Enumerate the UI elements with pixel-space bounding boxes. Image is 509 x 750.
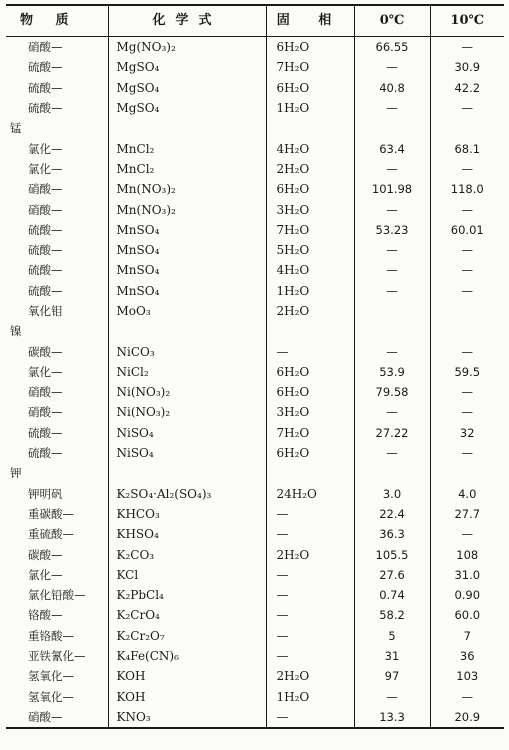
cell-solid-phase: — [266, 585, 354, 605]
cell-formula: MgSO₄ [108, 78, 266, 98]
table-row [6, 220, 504, 240]
cell-solid-phase: 5H₂O [266, 240, 354, 260]
cell-formula: K₂Cr₂O₇ [108, 626, 266, 646]
cell-formula: NiSO₄ [108, 423, 266, 443]
cell-substance: 硫酸— [28, 446, 63, 461]
cell-solubility-0c [354, 118, 430, 138]
table-row [6, 240, 504, 260]
cell-formula [108, 321, 266, 341]
cell-formula: MnSO₄ [108, 281, 266, 301]
cell-solubility-0c: 105.5 [354, 544, 430, 564]
cell-solid-phase: — [266, 605, 354, 625]
table-row [6, 484, 504, 504]
cell-solubility-0c: 36.3 [354, 524, 430, 544]
cell-solubility-0c: — [354, 159, 430, 179]
cell-formula [108, 118, 266, 138]
header-temp-10: 10℃ [430, 6, 504, 37]
cell-solubility-0c: 66.55 [354, 37, 430, 58]
cell-substance: 硝酸— [28, 405, 63, 420]
cell-solubility-10c: — [430, 199, 504, 219]
cell-formula: NiSO₄ [108, 443, 266, 463]
cell-solubility-0c: 13.3 [354, 707, 430, 727]
cell-solubility-0c: 101.98 [354, 179, 430, 199]
cell-substance: 硝酸— [28, 709, 63, 724]
table-row [6, 362, 504, 382]
table-row [6, 524, 504, 544]
cell-formula: MnSO₄ [108, 260, 266, 280]
table-row [6, 78, 504, 98]
cell-solubility-0c: 40.8 [354, 78, 430, 98]
table-row [6, 443, 504, 463]
cell-substance: 铬酸— [28, 608, 63, 623]
cell-solid-phase: 6H₂O [266, 78, 354, 98]
table-row [6, 341, 504, 361]
cell-solid-phase: — [266, 646, 354, 666]
cell-solubility-0c: 53.23 [354, 220, 430, 240]
cell-formula: MoO₃ [108, 301, 266, 321]
cell-solubility-10c: 118.0 [430, 179, 504, 199]
cell-solubility-0c: 27.22 [354, 423, 430, 443]
cell-substance: 氯化铅酸— [28, 588, 86, 603]
table-row [6, 707, 504, 727]
cell-solubility-0c: — [354, 341, 430, 361]
cell-solubility-0c [354, 321, 430, 341]
header-temp-0: 0℃ [354, 6, 430, 37]
cell-solubility-10c: 4.0 [430, 484, 504, 504]
cell-substance: 碳酸— [28, 547, 63, 562]
cell-solid-phase: 2H₂O [266, 301, 354, 321]
cell-formula: KNO₃ [108, 707, 266, 727]
cell-solid-phase: 7H₂O [266, 220, 354, 240]
table-row [6, 179, 504, 199]
cell-solubility-10c: — [430, 687, 504, 707]
cell-substance: 硫酸— [28, 283, 63, 298]
table-group-row [6, 321, 504, 341]
cell-formula: KHCO₃ [108, 504, 266, 524]
cell-solubility-10c: 108 [430, 544, 504, 564]
cell-solubility-10c: 60.0 [430, 605, 504, 625]
cell-substance: 氯化— [28, 161, 63, 176]
table-row [6, 260, 504, 280]
table-group-row [6, 463, 504, 483]
cell-solubility-10c: — [430, 341, 504, 361]
cell-solubility-10c: — [430, 98, 504, 118]
cell-substance: 硫酸— [28, 425, 63, 440]
cell-solubility-10c: 42.2 [430, 78, 504, 98]
table-row [6, 138, 504, 158]
cell-substance: 氢氧化— [28, 689, 74, 704]
cell-solid-phase: 4H₂O [266, 138, 354, 158]
cell-solubility-0c: — [354, 98, 430, 118]
cell-solubility-10c: 68.1 [430, 138, 504, 158]
cell-solid-phase: 6H₂O [266, 37, 354, 58]
cell-substance: 硝酸— [28, 40, 63, 55]
cell-solid-phase: — [266, 565, 354, 585]
cell-solubility-10c [430, 301, 504, 321]
header-formula: 化学式 [108, 6, 266, 37]
cell-formula: MgSO₄ [108, 57, 266, 77]
cell-solid-phase: 3H₂O [266, 199, 354, 219]
cell-substance: 氯化— [28, 141, 63, 156]
cell-solubility-0c: 5 [354, 626, 430, 646]
table-row [6, 504, 504, 524]
cell-substance: 重铬酸— [28, 628, 74, 643]
cell-solubility-10c: 60.01 [430, 220, 504, 240]
cell-solubility-0c [354, 463, 430, 483]
cell-substance: 硝酸— [28, 182, 63, 197]
table-row [6, 666, 504, 686]
cell-solubility-10c [430, 463, 504, 483]
cell-solubility-10c: 59.5 [430, 362, 504, 382]
cell-formula: MgSO₄ [108, 98, 266, 118]
cell-solubility-10c: — [430, 240, 504, 260]
cell-solid-phase: 6H₂O [266, 382, 354, 402]
cell-solubility-10c: 36 [430, 646, 504, 666]
cell-solid-phase: 2H₂O [266, 159, 354, 179]
cell-solubility-10c: 32 [430, 423, 504, 443]
cell-solubility-0c: — [354, 57, 430, 77]
cell-solubility-10c: — [430, 260, 504, 280]
cell-solubility-0c: — [354, 281, 430, 301]
cell-solubility-10c: — [430, 443, 504, 463]
cell-solid-phase: 1H₂O [266, 98, 354, 118]
cell-solid-phase: 7H₂O [266, 423, 354, 443]
cell-substance: 硫酸— [28, 80, 63, 95]
cell-solubility-10c: 7 [430, 626, 504, 646]
cell-formula: KOH [108, 687, 266, 707]
cell-substance: 碳酸— [28, 344, 63, 359]
cell-solid-phase [266, 463, 354, 483]
cell-substance: 重硫酸— [28, 527, 74, 542]
cell-solubility-0c: 22.4 [354, 504, 430, 524]
cell-solubility-10c: — [430, 382, 504, 402]
solubility-table [6, 6, 504, 727]
solubility-table-frame [6, 4, 504, 729]
cell-solubility-0c: — [354, 240, 430, 260]
cell-solid-phase: — [266, 524, 354, 544]
table-row [6, 605, 504, 625]
table-row [6, 199, 504, 219]
cell-substance: 氯化— [28, 364, 63, 379]
cell-formula: NiCO₃ [108, 341, 266, 361]
cell-solubility-10c: 103 [430, 666, 504, 686]
table-header-row [6, 6, 504, 37]
cell-solubility-0c: — [354, 402, 430, 422]
table-row [6, 544, 504, 564]
cell-formula: Mn(NO₃)₂ [108, 199, 266, 219]
cell-solubility-10c: 31.0 [430, 565, 504, 585]
cell-substance: 重碳酸— [28, 506, 74, 521]
table-group-row [6, 118, 504, 138]
cell-formula [108, 463, 266, 483]
cell-substance: 硫酸— [28, 222, 63, 237]
cell-formula: MnSO₄ [108, 220, 266, 240]
table-row [6, 423, 504, 443]
cell-formula: Ni(NO₃)₂ [108, 382, 266, 402]
cell-solubility-10c: — [430, 402, 504, 422]
cell-solubility-10c: — [430, 524, 504, 544]
cell-solid-phase [266, 321, 354, 341]
table-row [6, 37, 504, 58]
cell-substance: 氢氧化— [28, 669, 74, 684]
cell-formula: MnCl₂ [108, 138, 266, 158]
cell-solubility-0c: 58.2 [354, 605, 430, 625]
cell-substance: 钾明矾 [28, 486, 63, 501]
cell-substance: 硫酸— [28, 243, 63, 258]
cell-solubility-10c: — [430, 159, 504, 179]
cell-formula: Mn(NO₃)₂ [108, 179, 266, 199]
cell-solubility-10c [430, 321, 504, 341]
cell-solid-phase: — [266, 626, 354, 646]
cell-solubility-0c: — [354, 199, 430, 219]
cell-solubility-0c: — [354, 687, 430, 707]
table-body [6, 37, 504, 728]
header-solid-phase: 固 相 [266, 6, 354, 37]
cell-solid-phase: 2H₂O [266, 544, 354, 564]
table-row [6, 159, 504, 179]
cell-substance: 硫酸— [28, 263, 63, 278]
cell-formula: K₂CrO₄ [108, 605, 266, 625]
cell-solid-phase: 6H₂O [266, 362, 354, 382]
cell-substance: 镍 [10, 324, 22, 339]
cell-solid-phase: — [266, 504, 354, 524]
cell-solid-phase: 24H₂O [266, 484, 354, 504]
cell-formula: MnCl₂ [108, 159, 266, 179]
cell-substance: 氧化钼 [28, 304, 63, 318]
cell-formula: K₂PbCl₄ [108, 585, 266, 605]
cell-formula: Ni(NO₃)₂ [108, 402, 266, 422]
cell-solubility-0c: — [354, 443, 430, 463]
cell-formula: MnSO₄ [108, 240, 266, 260]
cell-solubility-0c: 27.6 [354, 565, 430, 585]
cell-formula: K₂CO₃ [108, 544, 266, 564]
cell-formula: KCl [108, 565, 266, 585]
cell-solid-phase: 7H₂O [266, 57, 354, 77]
cell-formula: NiCl₂ [108, 362, 266, 382]
table-row [6, 646, 504, 666]
table-row [6, 687, 504, 707]
cell-substance: 硫酸— [28, 60, 63, 75]
cell-formula: K₄Fe(CN)₆ [108, 646, 266, 666]
cell-solubility-0c: 63.4 [354, 138, 430, 158]
table-row [6, 57, 504, 77]
cell-solubility-10c: 20.9 [430, 707, 504, 727]
table-row [6, 585, 504, 605]
cell-substance: 亚铁氰化— [28, 649, 86, 664]
cell-solubility-0c: 97 [354, 666, 430, 686]
cell-solubility-0c: 53.9 [354, 362, 430, 382]
cell-solubility-0c: — [354, 260, 430, 280]
cell-substance: 钾 [10, 466, 22, 481]
cell-solubility-0c [354, 301, 430, 321]
cell-solubility-10c: 30.9 [430, 57, 504, 77]
cell-solubility-10c: 0.90 [430, 585, 504, 605]
cell-solubility-10c: — [430, 281, 504, 301]
cell-solid-phase: — [266, 707, 354, 727]
table-row [6, 565, 504, 585]
cell-solid-phase: 6H₂O [266, 179, 354, 199]
table-row [6, 382, 504, 402]
cell-solid-phase: 2H₂O [266, 666, 354, 686]
cell-solubility-10c: 27.7 [430, 504, 504, 524]
table-row [6, 281, 504, 301]
cell-solid-phase: 6H₂O [266, 443, 354, 463]
cell-formula: K₂SO₄·Al₂(SO₄)₃ [108, 484, 266, 504]
table-row [6, 301, 504, 321]
cell-solubility-10c [430, 118, 504, 138]
cell-substance: 硝酸— [28, 385, 63, 400]
table-row [6, 98, 504, 118]
cell-substance: 硝酸— [28, 202, 63, 217]
cell-formula: KHSO₄ [108, 524, 266, 544]
cell-solid-phase [266, 118, 354, 138]
cell-formula: Mg(NO₃)₂ [108, 37, 266, 58]
cell-solid-phase: — [266, 341, 354, 361]
table-row [6, 626, 504, 646]
cell-substance: 锰 [10, 121, 22, 136]
cell-solid-phase: 3H₂O [266, 402, 354, 422]
cell-solubility-10c: — [430, 37, 504, 58]
cell-solubility-0c: 0.74 [354, 585, 430, 605]
cell-substance: 硫酸— [28, 101, 63, 116]
table-row [6, 402, 504, 422]
cell-solubility-0c: 79.58 [354, 382, 430, 402]
cell-solubility-0c: 31 [354, 646, 430, 666]
cell-substance: 氯化— [28, 567, 63, 582]
cell-formula: KOH [108, 666, 266, 686]
cell-solid-phase: 1H₂O [266, 281, 354, 301]
cell-solubility-0c: 3.0 [354, 484, 430, 504]
header-substance: 物 质 [6, 6, 108, 37]
cell-solid-phase: 4H₂O [266, 260, 354, 280]
cell-solid-phase: 1H₂O [266, 687, 354, 707]
